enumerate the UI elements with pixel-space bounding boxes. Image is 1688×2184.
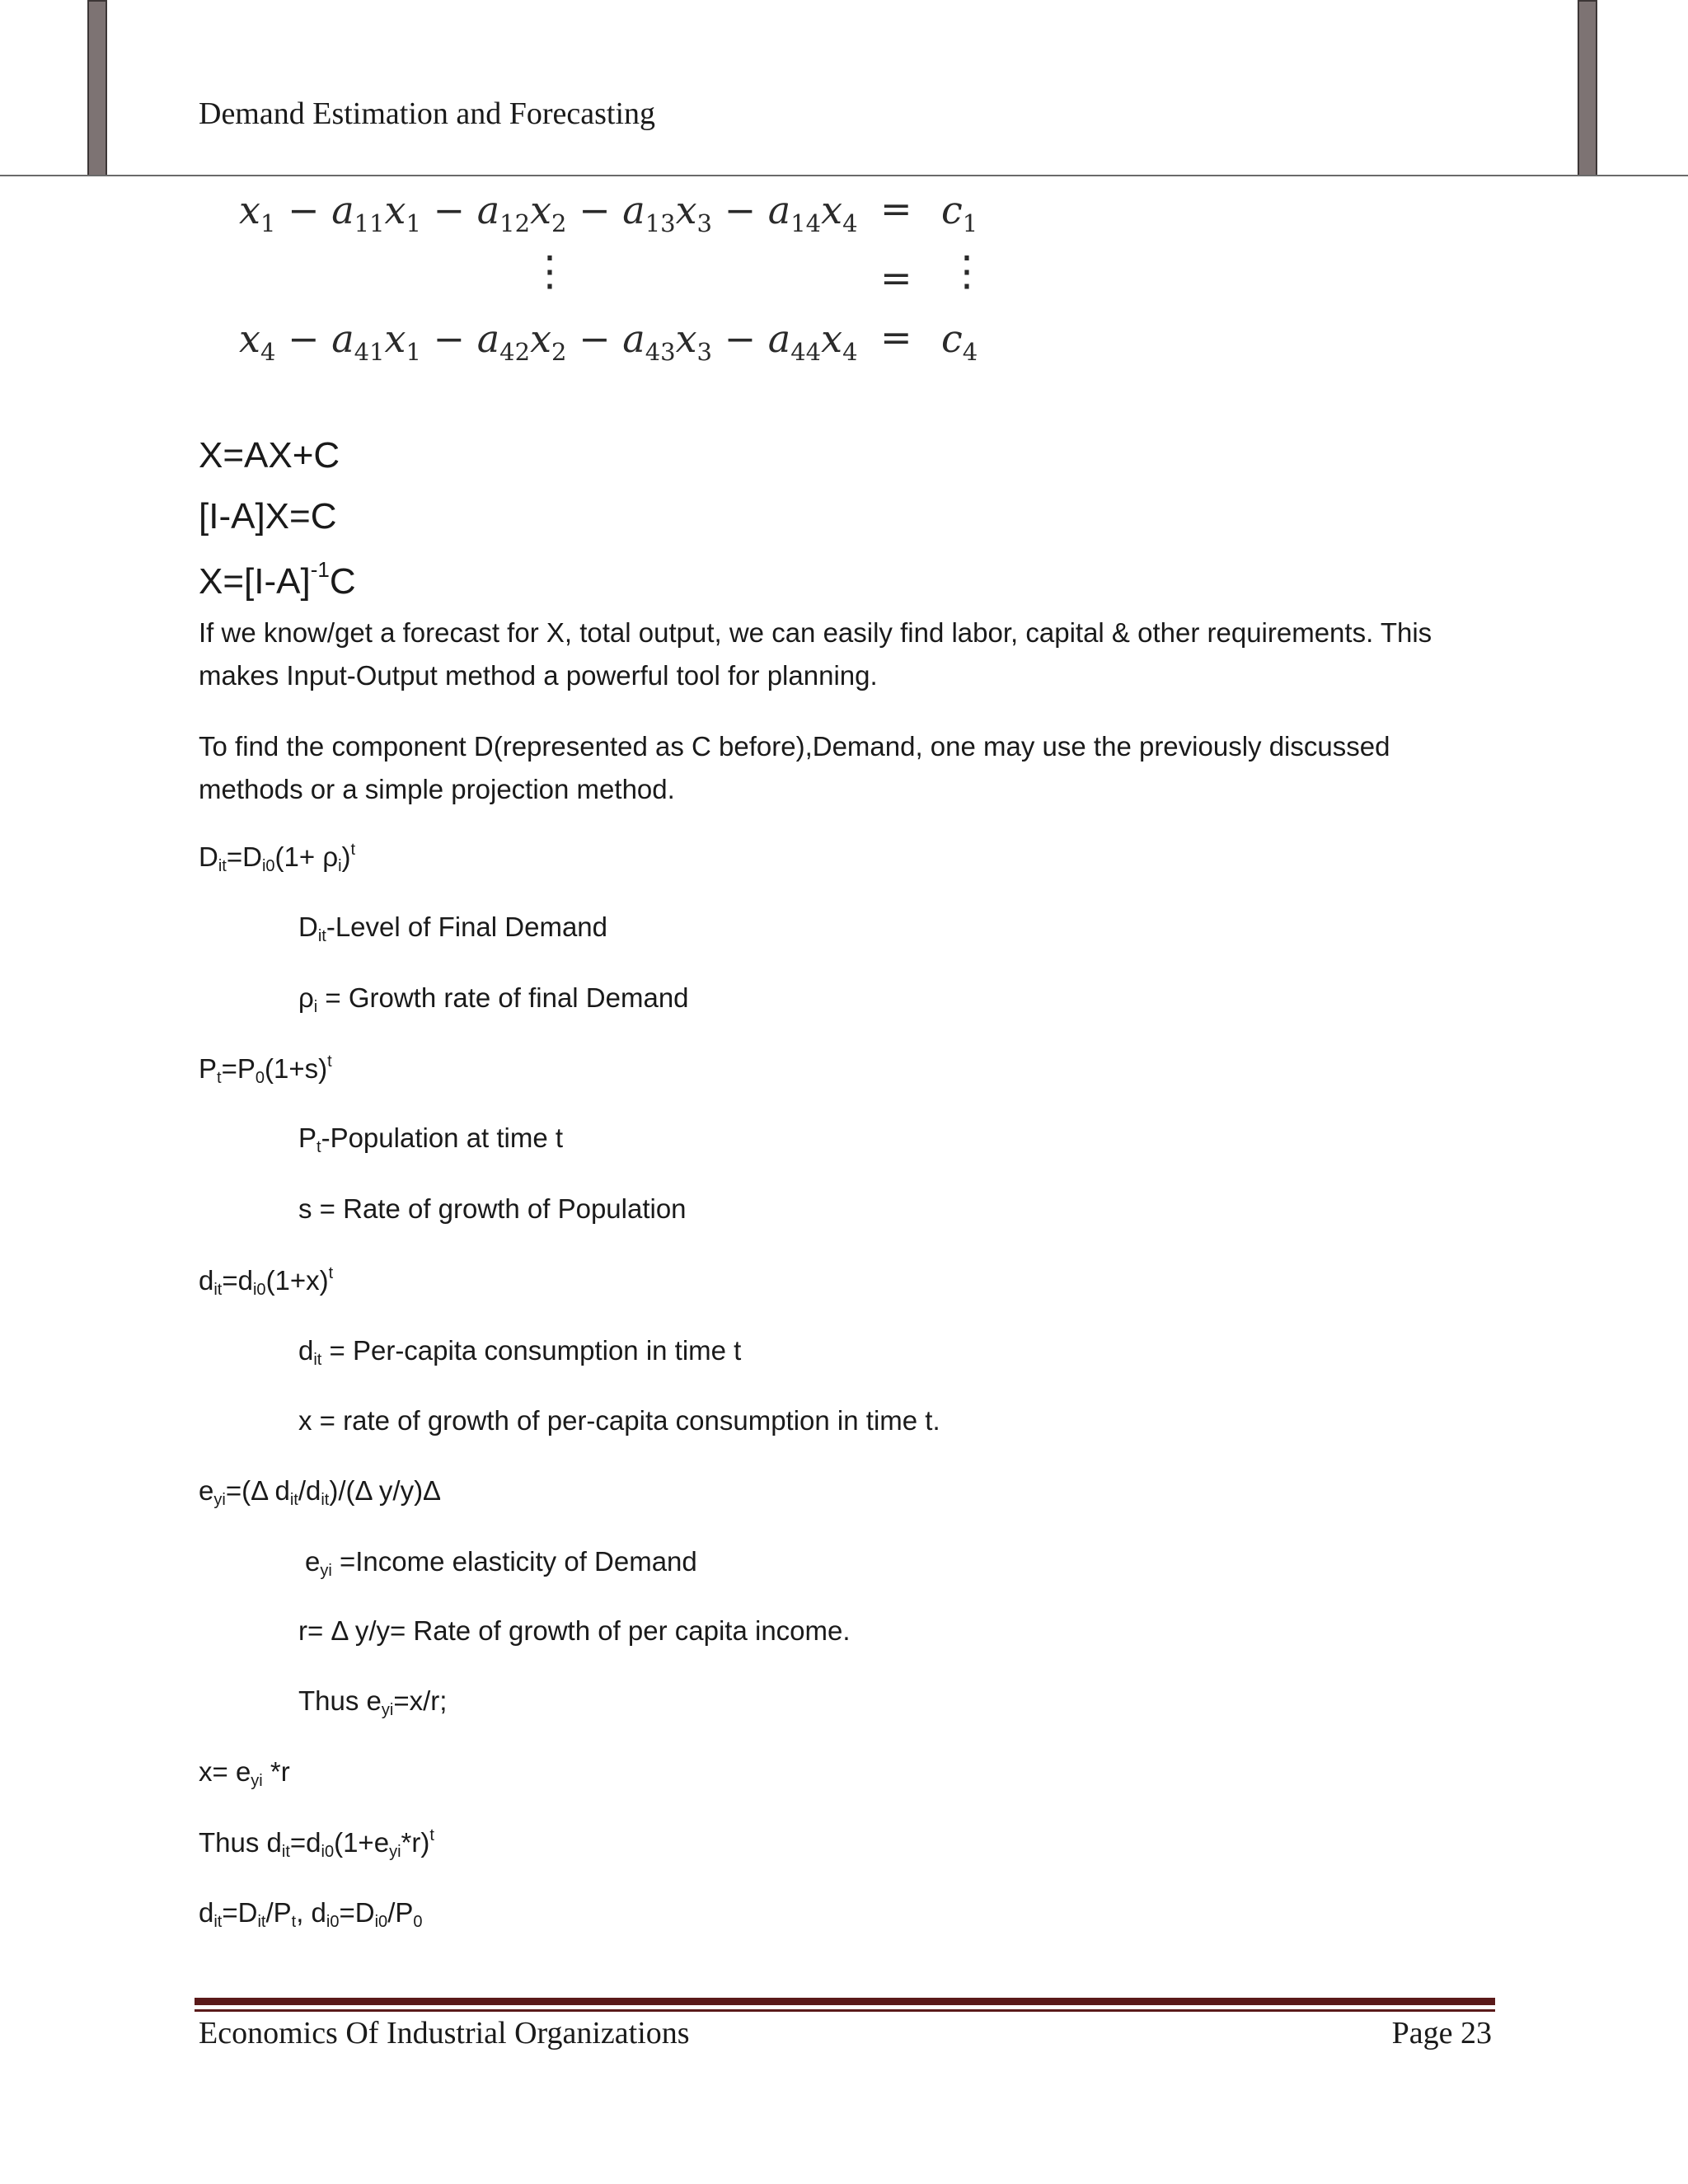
paragraph-demand-component: To find the component D(represented as C before),Demand, one may use the previously discussed methods or a simple projection method. xyxy=(199,731,1390,804)
definition-per-capita: $d_{it}$ = Per-capita consumption in time t xyxy=(298,1335,742,1369)
matrix-row-2-vdots: ⋮ xyxy=(529,247,570,295)
formula-population: $P_t=P_0(1+s)^t$ xyxy=(199,1052,332,1087)
matrix-row-1-equals: = xyxy=(880,186,912,231)
equation-x-ax-c: X=AX+C xyxy=(199,435,340,476)
matrix-row-3-lhs: $x_4 - a_{41}x_1 - a_{42}x_2 - a_{43}x_3 - a_{44}x_4$ xyxy=(239,316,858,366)
equation-i-a-x-c: [I-A]X=C xyxy=(199,496,337,537)
matrix-row-1-rhs: $c_1$ xyxy=(941,188,978,237)
footer-rule-thin xyxy=(195,2009,1495,2012)
definition-population: $P_t$-Population at time t xyxy=(298,1122,564,1156)
equation-x-inverse: $X=[I-A]^{-1}C$ xyxy=(199,557,356,602)
definition-population-growth: s = Rate of growth of Population xyxy=(298,1193,687,1224)
formula-per-capita: $d_{it}=d_{i0}(1+x)^t$ xyxy=(199,1264,334,1299)
paragraph-input-output: If we know/get a forecast for X, total output, we can easily find labor, capital & other requirements. This makes Input-Output method a powerful tool for planning. xyxy=(199,617,1432,691)
definition-final-demand-level: $D_{it}$-Level of Final Demand xyxy=(298,912,608,945)
formula-income-elasticity: $e_{yi}=(\Delta$ $d_{it}/d_{it})/(\Delta$ y/y)Δ xyxy=(199,1475,442,1509)
formula-final-demand: $D_{it}=D_{i0}(1+ \rho_i)^t$ xyxy=(199,841,356,875)
footer-page-number: Page 23 xyxy=(1391,2016,1492,2050)
matrix-row-2-rhs-vdots: ⋮ xyxy=(946,247,987,295)
formula-thus-eyi: Thus $e_{yi}=x/r$; xyxy=(298,1685,448,1719)
formula-dit-ratio: $d_{it}=D_{it}/P_t$, $d_{i0}=D_{i0}/P_0$ xyxy=(199,1897,423,1931)
matrix-row-1-lhs: $x_1 - a_{11}x_1 - a_{12}x_2 - a_{13}x_3 - a_{14}x_4$ xyxy=(239,188,858,237)
footer-rule-thick xyxy=(195,1998,1495,2005)
formula-x-eyi-r: $x= e_{yi}$ *r xyxy=(199,1756,290,1790)
matrix-row-2-equals: = xyxy=(880,255,912,300)
header-rule xyxy=(0,175,1688,176)
definition-income-elasticity: $e_{yi}$ =Income elasticity of Demand xyxy=(305,1546,697,1580)
footer-book-title: Economics Of Industrial Organizations xyxy=(199,2016,690,2050)
header-right-bar xyxy=(1578,0,1597,176)
matrix-row-3-rhs: $c_4$ xyxy=(941,316,978,366)
matrix-equation-block xyxy=(239,183,1063,373)
header-left-bar xyxy=(87,0,107,176)
definition-income-growth: r= Δ y/y= Rate of growth of per capita income. xyxy=(298,1615,851,1646)
matrix-row-3-equals: = xyxy=(880,315,912,359)
definition-growth-rate: $\rho_i$ = Growth rate of final Demand xyxy=(298,982,689,1016)
definition-per-capita-growth: x = rate of growth of per-capita consumption in time t. xyxy=(298,1405,940,1436)
header-title: Demand Estimation and Forecasting xyxy=(199,96,656,131)
formula-thus-dit: Thus $d_{it}=d_{i0}(1+e_{yi}*r)^t$ xyxy=(199,1826,434,1861)
